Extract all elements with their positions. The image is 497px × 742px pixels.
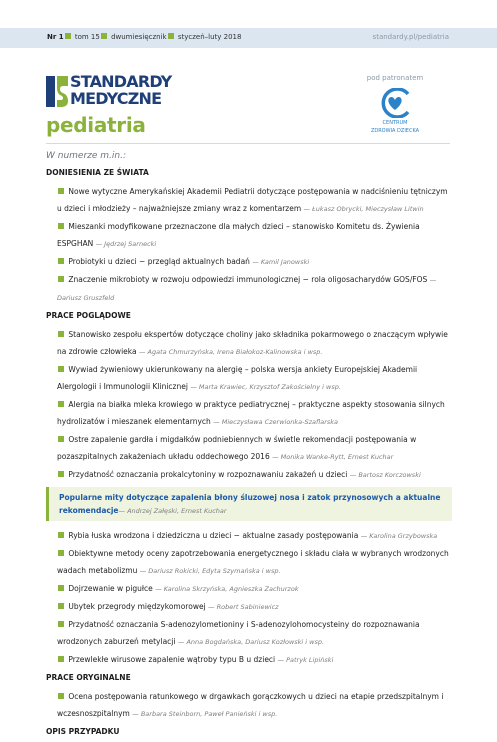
green-bullet-icon	[168, 33, 174, 39]
green-bullet-icon	[58, 603, 64, 609]
article-title: Mieszanki modyfikowane przeznaczone dla małych dzieci – stanowisko Komitetu ds. Żywienia ESPGHAN	[57, 222, 420, 248]
green-bullet-icon	[58, 366, 64, 372]
section-title: PRACE POGLĄDOWE	[46, 311, 131, 320]
toc-item[interactable]	[57, 527, 452, 545]
article-title: Stanowisko zespołu ekspertów dotyczące choliny jako składnika pokarmowego o znaczącym wpływie na zdrowie człowieka	[57, 330, 448, 356]
article-title: Obiektywne metody oceny zapotrzebowania energetycznego i składu ciała w wybranych wrodzonych wadach metabolizmu	[57, 549, 449, 575]
article-authors: — Dariusz Gruszfeld	[57, 276, 437, 302]
article-title: Przydatność oznaczania prokalcytoniny w rozpoznawaniu zakażeń u dzieci	[68, 470, 348, 479]
issue-meta	[47, 33, 241, 41]
article-authors: — Dariusz Rokicki, Edyta Szymańska i wsp.	[139, 567, 281, 575]
green-bullet-icon	[58, 693, 64, 699]
volume: tom 15	[74, 33, 100, 41]
intro-text: W numerze m.in.:	[46, 151, 127, 161]
toc-item[interactable]	[57, 183, 452, 218]
article-authors: — Kamil Janowski	[252, 258, 310, 266]
highlight-title: Popularne mity dotyczące zapalenia błony śluzowej nosa i zatok przynosowych a aktualne rekomendacje	[59, 493, 441, 515]
article-title: Ubytek przegrody międzykomorowej	[68, 602, 206, 611]
toc-item[interactable]	[57, 431, 452, 466]
toc-item[interactable]	[57, 598, 452, 616]
journal-url[interactable]: standardy.pl/pediatria	[372, 33, 449, 41]
toc-item[interactable]	[57, 253, 452, 271]
toc-item[interactable]	[57, 218, 452, 253]
article-authors: — Marta Krawiec, Krzysztof Zakościelny i wsp.	[190, 383, 341, 391]
czd-heart-logo-icon	[377, 88, 413, 118]
section-title: OPIS PRZYPADKU	[46, 727, 120, 736]
patronage-org-line-1: CENTRUM	[382, 120, 408, 126]
toc-item[interactable]	[57, 616, 452, 651]
standardy-medyczne-logo	[46, 74, 196, 108]
toc-item[interactable]	[57, 545, 452, 580]
article-authors: — Anna Bogdańska, Dariusz Kozłowski i wsp.	[177, 638, 325, 646]
green-bullet-icon	[58, 656, 64, 662]
article-authors: — Karolina Grzybowska	[360, 532, 438, 540]
article-authors: — Mieczysława Czerwionka-Szaflarska	[213, 418, 339, 426]
highlight-authors: — Andrzej Załęski, Ernest Kuchar	[118, 507, 227, 515]
article-authors: — Karolina Skrzyńska, Agnieszka Zachurzok	[155, 585, 299, 593]
article-title: Przydatność oznaczania S-adenozylometioniny i S-adenozylohomocysteiny do rozpoznawania wrodzonych zaburzeń metylacji	[57, 620, 420, 646]
green-bullet-icon	[58, 331, 64, 337]
article-title: Dojrzewanie w pigułce	[68, 584, 153, 593]
journal-subtitle: pediatria	[46, 113, 146, 137]
article-title: Przewlekłe wirusowe zapalenie wątroby typu B u dzieci	[68, 655, 276, 664]
issue-number: Nr 1	[47, 33, 64, 41]
green-bullet-icon	[58, 436, 64, 442]
green-bullet-icon	[58, 585, 64, 591]
header-divider	[46, 143, 450, 144]
green-bullet-icon	[58, 258, 64, 264]
toc-item[interactable]	[57, 466, 452, 484]
article-title: Nowe wytyczne Amerykańskiej Akademii Pediatrii dotyczące postępowania w nadciśnieniu tętniczym u dzieci i młodzieży – najważniejsze zmiany wraz z komentarzem	[57, 187, 448, 213]
toc-item[interactable]	[57, 580, 452, 598]
patronage-label: pod patronatem	[366, 74, 424, 82]
toc-item[interactable]	[57, 688, 452, 723]
section-title: PRACE ORYGINALNE	[46, 673, 131, 682]
article-authors: — Agata Chmurzyńska, Irena Białokoz-Kalinowska i wsp.	[138, 348, 323, 356]
article-authors: — Monika Wanke-Rytt, Ernest Kuchar	[272, 453, 394, 461]
green-bullet-icon	[58, 550, 64, 556]
issue-date: styczeń–luty 2018	[177, 33, 242, 41]
article-title: Alergia na białka mleka krowiego w praktyce pediatrycznej – praktyczne aspekty stosowania silnych hydrolizatów i mieszanek elementarnych	[57, 400, 445, 426]
logo-line-2: MEDYCZNE	[70, 89, 162, 108]
toc-item[interactable]	[57, 326, 452, 361]
toc-item[interactable]	[57, 361, 452, 396]
frequency: dwumiesięcznik	[111, 33, 167, 41]
green-bullet-icon	[58, 276, 64, 282]
article-title: Probiotyki u dzieci − przegląd aktualnych badań	[68, 257, 250, 266]
table-of-contents	[46, 151, 452, 742]
green-bullet-icon	[58, 401, 64, 407]
toc-item[interactable]	[57, 651, 452, 669]
patronage-block	[345, 74, 445, 134]
article-authors: — Robert Sabiniewicz	[208, 603, 279, 611]
article-title: Wywiad żywieniowy ukierunkowany na alergię – polska wersja ankiety Europejskiej Akademii Alergologii i Immunologii Klinicznej	[57, 365, 418, 391]
section-title: DONIESIENIA ZE ŚWIATA	[46, 168, 149, 177]
green-bullet-icon	[58, 188, 64, 194]
article-authors: — Patryk Lipiński	[277, 656, 334, 664]
article-title: Ocena postępowania ratunkowego w drgawkach gorączkowych u dzieci na etapie przedszpitalnym i wczesnoszpitalnym	[57, 692, 444, 718]
green-bullet-icon	[58, 532, 64, 538]
article-authors: — Barbara Steinborn, Paweł Panieński i wsp.	[132, 710, 278, 718]
article-authors: — Łukasz Obrycki, Mieczysław Litwin	[303, 205, 424, 213]
green-bullet-icon	[58, 223, 64, 229]
article-title: Znaczenie mikrobioty w rozwoju odpowiedzi immunologicznej − rola oligosacharydów GOS/FOS	[68, 275, 428, 284]
green-bullet-icon	[65, 33, 71, 39]
toc-item[interactable]	[57, 271, 452, 307]
article-authors: — Jędrzej Sarnecki	[95, 240, 157, 248]
article-title: Ostre zapalenie gardła i migdałków podniebiennych w świetle rekomendacji postępowania w pozaszpitalnych zakażeniach układu oddechowego 2016	[57, 435, 417, 461]
toc-item[interactable]	[57, 396, 452, 431]
green-bullet-icon	[58, 621, 64, 627]
highlighted-article[interactable]	[46, 487, 452, 521]
issue-info-bar	[0, 28, 497, 48]
patronage-org-line-2: ZDROWIA DZIECKA	[370, 128, 420, 134]
article-authors: — Bartosz Korczowski	[349, 471, 421, 479]
logo-line-1: STANDARDY	[70, 72, 172, 91]
logo-mark-icon	[46, 76, 68, 107]
article-title: Rybia łuska wrodzona i dziedziczna u dzieci − aktualne zasady postępowania	[68, 531, 359, 540]
green-bullet-icon	[101, 33, 107, 39]
green-bullet-icon	[58, 471, 64, 477]
